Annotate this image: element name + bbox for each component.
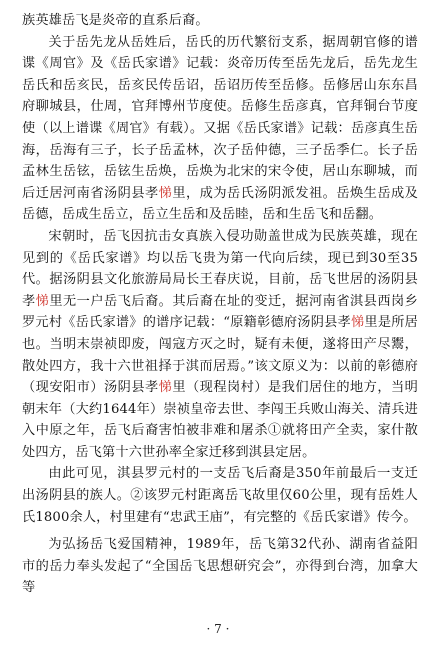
paragraph-1-end: 里，成为岳氏汤阴派发祖。岳焕生岳成及岳德，岳成生岳立，岳立生岳和及岳睦，岳和生岳飞和岳翻。 [22, 185, 419, 223]
paragraph-2-part-c: 里是所居也。当明末崇祯即废，闯寇方灭之时，疑有未便，遂将田产尽鬻，散处四方，我十六世祖择于淇而居焉。”该文原义为：以前的彰德府（现安阳市）汤阴县孝 [22, 315, 418, 396]
paragraph-3: 由此可见，淇县罗元村的一支岳飞后裔是350年前最后一支迁出汤阴县的族人。②该罗元村距离岳飞故里仅60公里，现有岳姓人氏1800余人，村里建有“忠武王庙”，有完整的《岳氏家谱》传今。 [22, 466, 418, 525]
highlighted-character: 悌 [158, 185, 173, 201]
paragraph-1-text: 关于岳先龙从岳姓后，岳氏的历代繁衍支系，据周朝官修的谱谍《周官》及《岳氏家谱》记载：炎帝历传至岳先龙后，岳先龙生岳氏和岳亥民，岳亥民传岳诏，岳诏历传至岳修。岳修居山东东昌府聊城县，仕周，官拜博州节度使。岳修生岳彦真，官拜铜台节度使（以上谱谍《周官》有载）。又据《岳氏家谱》记载：岳彦真生岳海，岳海有三子，长子岳孟林，次子岳仲德，三子岳季仁。长子岳孟林生岳铉，岳铉生岳焕，岳焕为北宋的宋令使，居山东聊城，而后迁居河南省汤阴县孝 [22, 34, 418, 201]
paragraph-2-part-a: 宋朝时，岳飞因抗击女真族入侵功勋盖世成为民族英雄，现在见到的《岳氏家谱》均以岳飞贵为第一代向后续，现已到30至35代。据汤阴县文化旅游局局长王春庆说，目前，岳飞世居的汤阴县孝 [22, 228, 418, 309]
highlighted-character: 悌 [158, 380, 173, 396]
page-number: · 7 · [206, 622, 230, 636]
paragraph-0: 族英雄岳飞是炎帝的直系后裔。 [22, 13, 209, 28]
paragraph-2-part-b: 里无一户岳飞后裔。其后裔在址的变迁，据河南省淇县西岗乡罗元村《岳氏家谱》的谱序记载：“原籍彰德府汤阴县孝 [22, 293, 418, 331]
document-body [22, 10, 418, 599]
paragraph-4: 为弘扬岳飞爱国精神，1989年，岳飞第32代孙、湖南省益阳市的岳力奉头发起了“全国岳飞思想研究会”，亦得到台湾，加拿大等 [22, 537, 418, 596]
paragraph-1 [22, 32, 418, 226]
paragraph-2 [22, 226, 418, 464]
paragraph-2-part-d: 里（现程岗村）是我们居住的地方，当明朝末年（大约1644年）崇祯皇帝去世、李闯王兵败山海关、清兵进入中原之年，岳飞后裔害怕被非难和屠杀①就将田产全卖，家什散处四方，岳飞第十六世孙率全家迁移到淇县定居。 [22, 380, 419, 460]
highlighted-character: 悌 [35, 293, 50, 309]
highlighted-character: 悌 [350, 315, 365, 331]
